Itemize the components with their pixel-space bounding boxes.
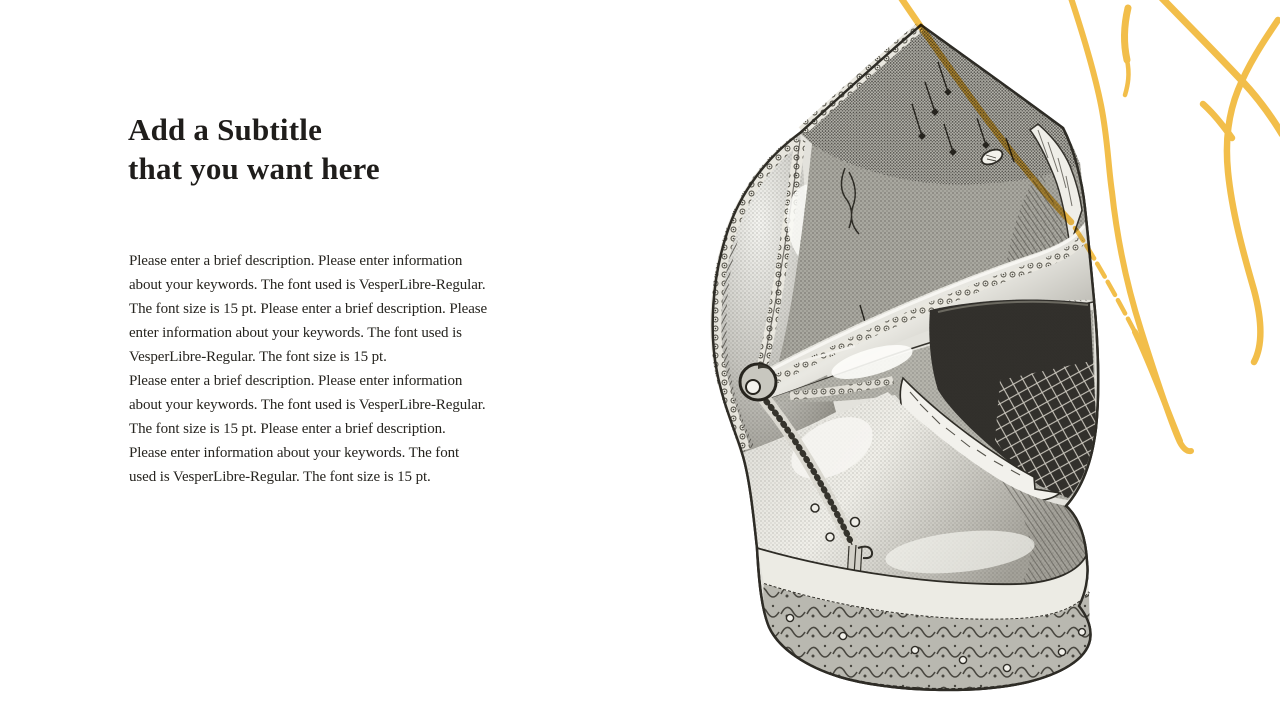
gorget-rivets [786, 614, 1085, 671]
helmet-skull-dome [713, 133, 858, 453]
body-paragraph-2 [129, 369, 487, 489]
helmet-visor-plate [765, 310, 1096, 500]
slide-title-line-2: that you want here [128, 151, 380, 186]
body-line: The font size is 15 pt. Please enter a brief description. [129, 421, 446, 437]
scribble-diagonal-over-helmet [897, 0, 1071, 222]
helmet-gorget [757, 548, 1090, 689]
scribble-corner-curve [1227, 20, 1278, 362]
slide-title-line-1: Add a Subtitle [128, 112, 323, 147]
body-line: Please enter a brief description. Please enter information [129, 253, 463, 269]
helmet-outline [713, 25, 1098, 690]
body-line: VesperLibre-Regular. The font size is 15 pt. [129, 349, 387, 365]
helmet-face-opening [929, 299, 1096, 498]
body-paragraph-1 [129, 249, 487, 369]
body-line: about your keywords. The font used is VesperLibre-Regular. [129, 277, 486, 293]
body-line: used is VesperLibre-Regular. The font size is 15 pt. [129, 469, 431, 485]
helmet-comb [800, 25, 1082, 335]
scribble-corner-spur [1203, 104, 1232, 138]
body-line: Please enter information about your keywords. The font [129, 445, 460, 461]
helmet-visor-pivot [740, 364, 776, 400]
scribble-diagonal-tail [1135, 332, 1180, 441]
body-line: The font size is 15 pt. Please enter a brief description. Please [129, 301, 488, 317]
helmet-upper-visor [772, 144, 1094, 385]
helmet-visor-lip [900, 378, 1060, 501]
helmet-brow-band [760, 222, 1093, 398]
scribble-corner-diagonal [1158, 0, 1280, 134]
scribble-long-curve [1069, 0, 1191, 451]
helmet-silhouette [713, 25, 1098, 690]
body-line: Please enter a brief description. Please enter information [129, 373, 463, 389]
title-block [128, 110, 380, 188]
scribble-small-mark [1124, 8, 1128, 60]
body-line: enter information about your keywords. The font used is [129, 325, 462, 341]
body-text-block [129, 249, 487, 489]
helmet-bevor [742, 392, 1086, 650]
scribble-diagonal-continuation [1075, 228, 1135, 332]
body-line: about your keywords. The font used is VesperLibre-Regular. [129, 397, 486, 413]
scribble-small-mark-tail [1125, 60, 1128, 95]
comb-tie-cord [841, 168, 859, 234]
